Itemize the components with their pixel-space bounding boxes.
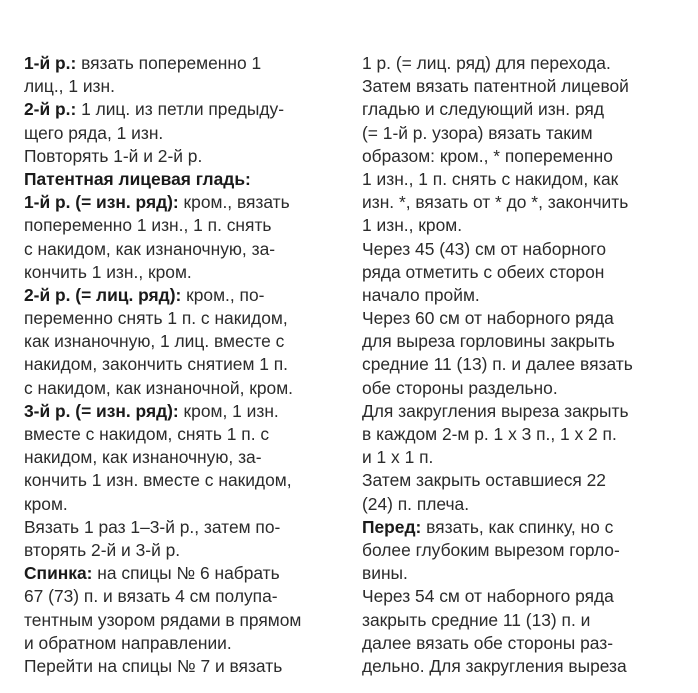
text-line <box>24 655 342 678</box>
body-text: кром., по- <box>181 284 265 305</box>
body-text: 1 изн., 1 п. снять с накидом, как <box>362 168 619 189</box>
bold-heading: Патентная лицевая гладь: <box>24 168 251 189</box>
text-line <box>24 284 342 307</box>
text-line <box>362 75 680 98</box>
text-line <box>24 469 342 492</box>
body-text: средние 11 (13) п. и далее вязать <box>362 354 633 375</box>
text-line <box>24 609 342 632</box>
body-text: тентным узором рядами в прямом <box>24 609 302 630</box>
text-line <box>362 191 680 214</box>
body-text: 67 (73) п. и вязать 4 см полупа- <box>24 586 278 607</box>
bold-heading: 2-й р. (= лиц. ряд): <box>24 284 182 305</box>
body-text: и обратном направлении. <box>24 632 232 653</box>
text-line <box>24 539 342 562</box>
text-line <box>24 52 342 75</box>
body-text: кончить 1 изн. вместе с накидом, <box>24 470 292 491</box>
right-text-column <box>362 52 680 678</box>
bold-heading: 1-й р. (= изн. ряд): <box>24 192 179 213</box>
text-line <box>362 284 680 307</box>
text-line <box>24 330 342 353</box>
body-text: Для закругления выреза закрыть <box>362 400 629 421</box>
text-line <box>24 562 342 585</box>
text-line <box>24 400 342 423</box>
body-text: накидом, закончить снятием 1 п. <box>24 354 289 375</box>
text-line <box>24 307 342 330</box>
body-text: попеременно 1 изн., 1 п. снять <box>24 215 272 236</box>
body-text: далее вязать обе стороны раз- <box>362 632 613 653</box>
text-line <box>24 493 342 516</box>
text-line <box>362 122 680 145</box>
text-line <box>362 400 680 423</box>
text-line <box>24 516 342 539</box>
text-line <box>24 168 342 191</box>
text-line <box>362 377 680 400</box>
text-line <box>362 52 680 75</box>
body-text: образом: кром., * попеременно <box>362 145 613 166</box>
body-text: вязать, как спинку, но с <box>421 516 614 537</box>
body-text: с накидом, как изнаночной, кром. <box>24 377 293 398</box>
text-line <box>24 261 342 284</box>
text-line <box>362 609 680 632</box>
text-line <box>362 307 680 330</box>
body-text: кром. <box>24 493 68 514</box>
text-line <box>24 122 342 145</box>
text-line <box>362 632 680 655</box>
body-text: для выреза горловины закрыть <box>362 331 615 352</box>
body-text: Вязать 1 раз 1–3-й р., затем по- <box>24 516 281 537</box>
body-text: переменно снять 1 п. с накидом, <box>24 308 288 329</box>
body-text: на спицы № 6 набрать <box>92 563 280 584</box>
text-line <box>362 261 680 284</box>
body-text: накидом, как изнаночную, за- <box>24 447 262 468</box>
text-line <box>362 493 680 516</box>
text-line <box>24 632 342 655</box>
text-line <box>24 238 342 261</box>
bold-heading: 3-й р. (= изн. ряд): <box>24 400 179 421</box>
body-text: гладью и следующий изн. ряд <box>362 99 604 120</box>
bold-heading: 2-й р.: <box>24 99 77 120</box>
body-text: Через 60 см от наборного ряда <box>362 308 614 329</box>
text-line <box>362 238 680 261</box>
body-text: закрыть средние 11 (13) п. и <box>362 609 591 630</box>
text-line <box>362 562 680 585</box>
body-text: вторять 2-й и 3-й р. <box>24 539 181 560</box>
text-line <box>362 539 680 562</box>
body-text: 1 изн., кром. <box>362 215 463 236</box>
body-text: кром, 1 изн. <box>178 400 279 421</box>
body-text: (= 1-й р. узора) вязать таким <box>362 122 593 143</box>
body-text: вязать попеременно 1 <box>76 53 262 73</box>
body-text: ряда отметить с обеих сторон <box>362 261 605 282</box>
body-text: дельно. Для закругления выреза <box>362 655 627 676</box>
text-line <box>362 168 680 191</box>
body-text: щего ряда, 1 изн. <box>24 122 164 143</box>
text-line <box>24 585 342 608</box>
body-text: вместе с накидом, снять 1 п. с <box>24 424 270 444</box>
text-line <box>362 469 680 492</box>
body-text: Через 45 (43) см от наборного <box>362 238 607 259</box>
text-line <box>362 516 680 539</box>
body-text: 1 лиц. из петли предыду- <box>76 99 285 120</box>
body-text: и 1 х 1 п. <box>362 447 434 468</box>
body-text: Затем вязать патентной лицевой <box>362 76 629 97</box>
body-text: обе стороны раздельно. <box>362 377 558 398</box>
body-text: изн. *, вязать от * до *, закончить <box>362 192 629 213</box>
text-line <box>24 191 342 214</box>
text-line <box>24 145 342 168</box>
body-text: с накидом, как изнаночную, за- <box>24 238 276 259</box>
body-text: кром., вязать <box>178 192 290 213</box>
text-line <box>362 446 680 469</box>
left-text-column <box>24 52 342 678</box>
body-text: 1 р. (= лиц. ряд) для перехода. <box>362 53 611 73</box>
bold-heading: 1-й р.: <box>24 53 77 73</box>
text-line <box>24 98 342 121</box>
body-text: как изнаночную, 1 лиц. вместе с <box>24 331 285 352</box>
text-line <box>24 377 342 400</box>
body-text: вины. <box>362 563 408 584</box>
text-line <box>24 353 342 376</box>
body-text: в каждом 2-м р. 1 х 3 п., 1 х 2 п. <box>362 424 617 444</box>
body-text: Перейти на спицы № 7 и вязать <box>24 655 283 676</box>
body-text: кончить 1 изн., кром. <box>24 261 192 282</box>
text-line <box>362 214 680 237</box>
body-text: (24) п. плеча. <box>362 493 470 514</box>
text-line <box>24 75 342 98</box>
text-line <box>24 423 342 446</box>
body-text: Через 54 см от наборного ряда <box>362 586 614 607</box>
text-line <box>362 98 680 121</box>
text-line <box>362 423 680 446</box>
text-line <box>24 446 342 469</box>
bold-heading: Спинка: <box>24 563 93 584</box>
text-line <box>362 330 680 353</box>
body-text: более глубоким вырезом горло- <box>362 539 620 560</box>
text-line <box>362 655 680 678</box>
text-line <box>362 585 680 608</box>
body-text: Затем закрыть оставшиеся 22 <box>362 470 606 491</box>
text-line <box>362 353 680 376</box>
text-line <box>24 214 342 237</box>
bold-heading: Перед: <box>362 516 422 537</box>
body-text: лиц., 1 изн. <box>24 76 115 97</box>
text-line <box>362 145 680 168</box>
body-text: Повторять 1-й и 2-й р. <box>24 145 203 166</box>
body-text: начало пройм. <box>362 284 480 305</box>
